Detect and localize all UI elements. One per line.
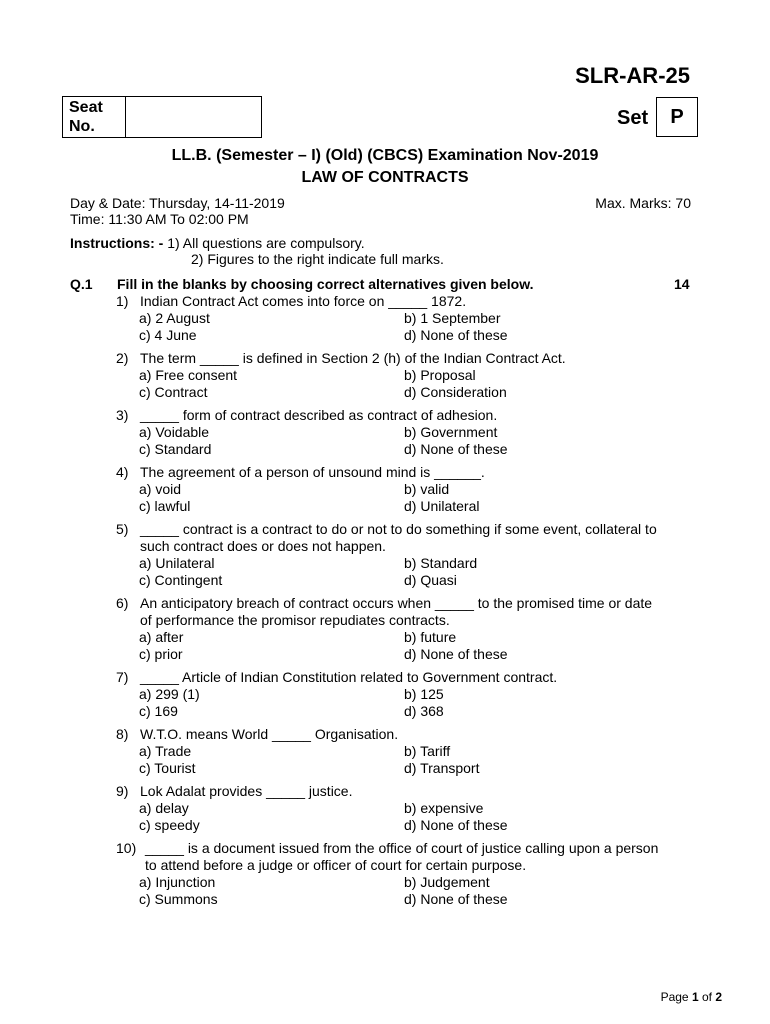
question-item: [0, 726, 770, 777]
option-b: b) Government: [404, 424, 498, 440]
question-options: [0, 367, 770, 401]
question-text: Indian Contract Act comes into force on _____ 1872.: [140, 293, 467, 309]
instruction-2: 2) Figures to the right indicate full marks.: [191, 251, 444, 267]
option-a: a) Trade: [139, 743, 192, 759]
option-d: d) Unilateral: [404, 498, 480, 514]
option-c: c) Tourist: [139, 760, 196, 776]
option-d: d) Quasi: [404, 572, 457, 588]
option-d: d) 368: [404, 703, 444, 719]
section-number: Q.1: [70, 276, 93, 292]
seat-label-line2: No.: [69, 118, 95, 135]
option-d: d) None of these: [404, 646, 508, 662]
question-options: [0, 629, 770, 663]
page-footer: [661, 990, 722, 1004]
question-text: The term _____ is defined in Section 2 (h) of the Indian Contract Act.: [140, 350, 566, 366]
option-d: d) None of these: [404, 891, 508, 907]
question-item: [0, 840, 770, 908]
seat-number-box: [62, 96, 262, 138]
question-text: _____ contract is a contract to do or not to do something if some event, collateral to such contract does or does not happen.: [140, 521, 657, 554]
question-number: 5): [116, 521, 129, 537]
option-a: a) Injunction: [139, 874, 216, 890]
option-c: c) Summons: [139, 891, 218, 907]
option-d: d) None of these: [404, 441, 508, 457]
option-d: d) None of these: [404, 327, 508, 343]
question-options: [0, 874, 770, 908]
option-c: c) Standard: [139, 441, 212, 457]
option-a: a) void: [139, 481, 182, 497]
question-text: W.T.O. means World _____ Organisation.: [140, 726, 399, 742]
option-c: c) prior: [139, 646, 183, 662]
page-word: Page: [660, 990, 692, 1004]
paper-code: SLR-AR-25: [575, 63, 690, 88]
page-total: 2: [715, 990, 722, 1004]
option-d: d) Transport: [404, 760, 480, 776]
question-item: [0, 595, 770, 663]
option-c: c) 169: [139, 703, 178, 719]
option-b: b) 1 September: [404, 310, 501, 326]
question-text: An anticipatory breach of contract occurs when _____ to the promised time or date of performance the promisor repudiates contracts.: [140, 595, 653, 628]
question-options: [0, 481, 770, 515]
option-c: c) lawful: [139, 498, 191, 514]
option-b: b) Judgement: [404, 874, 490, 890]
seat-label-line1: Seat: [69, 99, 103, 116]
question-number: 8): [116, 726, 129, 742]
seat-number-label: [63, 97, 126, 137]
question-number: 3): [116, 407, 129, 423]
option-b: b) future: [404, 629, 457, 645]
question-text: _____ is a document issued from the office of court of justice calling upon a person to attend before a judge or officer of court for certain purpose.: [145, 840, 659, 873]
max-marks: Max. Marks: 70: [595, 195, 691, 211]
question-text: _____ form of contract described as contract of adhesion.: [140, 407, 498, 423]
option-c: c) speedy: [139, 817, 200, 833]
of-word: of: [698, 990, 716, 1004]
question-options: [0, 686, 770, 720]
option-a: a) 299 (1): [139, 686, 200, 702]
question-text: Lok Adalat provides _____ justice.: [140, 783, 353, 799]
option-a: a) Free consent: [139, 367, 238, 383]
question-item: [0, 293, 770, 344]
subject-title: LAW OF CONTRACTS: [301, 169, 469, 186]
question-number: 7): [116, 669, 129, 685]
exam-title: LL.B. (Semester – I) (Old) (CBCS) Examination Nov-2019: [171, 147, 599, 164]
question-number: 4): [116, 464, 129, 480]
question-text: _____ Article of Indian Constitution related to Government contract.: [140, 669, 558, 685]
option-b: b) Standard: [404, 555, 478, 571]
question-item: [0, 464, 770, 515]
option-c: c) Contingent: [139, 572, 223, 588]
option-b: b) Tariff: [404, 743, 451, 759]
question-number: 6): [116, 595, 129, 611]
day-date: Day & Date: Thursday, 14-11-2019: [70, 195, 285, 211]
instructions-label: Instructions: -: [70, 235, 164, 251]
option-a: a) delay: [139, 800, 189, 816]
option-d: d) Consideration: [404, 384, 507, 400]
question-number: 1): [116, 293, 129, 309]
page-current: 1: [691, 990, 699, 1004]
option-d: d) None of these: [404, 817, 508, 833]
question-item: [0, 407, 770, 458]
option-b: b) 125: [404, 686, 444, 702]
question-text: The agreement of a person of unsound mind is ______.: [140, 464, 485, 480]
set-label: Set: [617, 107, 649, 129]
option-c: c) 4 June: [139, 327, 197, 343]
section-marks: 14: [674, 276, 690, 292]
question-options: [0, 800, 770, 834]
question-number: 2): [116, 350, 129, 366]
question-item: [0, 350, 770, 401]
question-options: [0, 424, 770, 458]
question-number: 9): [116, 783, 129, 799]
question-options: [0, 743, 770, 777]
option-a: a) 2 August: [139, 310, 210, 326]
question-number: 10): [116, 840, 137, 856]
option-a: a) Voidable: [139, 424, 210, 440]
question-options: [0, 555, 770, 589]
option-b: b) Proposal: [404, 367, 476, 383]
set-value-box: P: [656, 97, 698, 137]
option-a: a) after: [139, 629, 184, 645]
instructions: [70, 235, 365, 251]
question-item: [0, 521, 770, 589]
option-a: a) Unilateral: [139, 555, 215, 571]
question-item: [0, 669, 770, 720]
question-item: [0, 783, 770, 834]
question-options: [0, 310, 770, 344]
option-b: b) valid: [404, 481, 450, 497]
option-c: c) Contract: [139, 384, 208, 400]
seat-number-field: [126, 97, 261, 137]
question-list: [0, 293, 770, 914]
option-b: b) expensive: [404, 800, 484, 816]
exam-time: Time: 11:30 AM To 02:00 PM: [70, 211, 249, 227]
section-heading: Fill in the blanks by choosing correct alternatives given below.: [117, 276, 534, 292]
instruction-1: 1) All questions are compulsory.: [163, 235, 365, 251]
